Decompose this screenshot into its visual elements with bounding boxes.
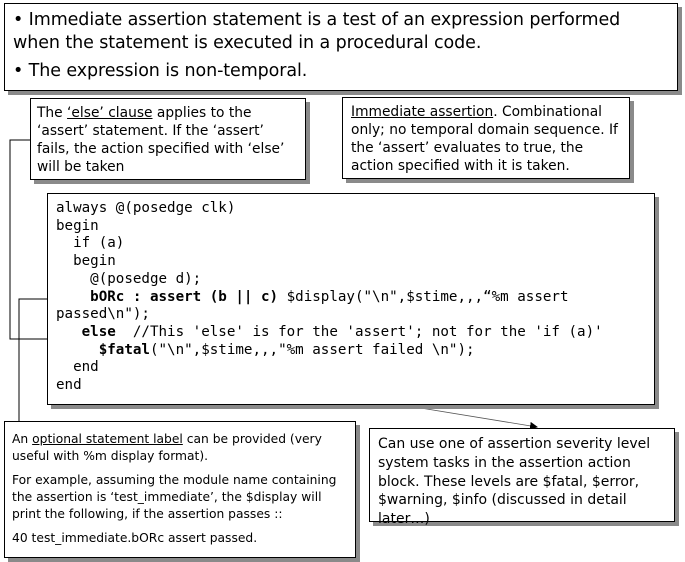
else-note-pre: The — [37, 105, 68, 121]
immediate-assertion-note — [342, 97, 630, 179]
code-line-7: passed\n"); — [56, 306, 150, 323]
else-note-post: applies to the ‘assert’ statement. If the ‘assert’ fails, the action specified with ‘else’ will be taken — [37, 105, 285, 175]
code-block — [47, 193, 655, 405]
code-line-9-indent — [56, 342, 99, 358]
summary-bullet-2: • The expression is non-temporal. — [13, 61, 308, 81]
code-line-9 — [56, 342, 646, 360]
else-clause-term: ‘else’ clause — [67, 105, 153, 121]
code-line-11: end — [56, 377, 82, 394]
code-line-4: begin — [56, 253, 116, 270]
code-line-6-indent — [56, 289, 90, 305]
code-line-3: if (a) — [56, 235, 125, 252]
summary-box — [4, 3, 678, 91]
label-note-para-1 — [12, 431, 346, 465]
code-line-5: @(posedge d); — [56, 270, 202, 287]
severity-level-note: Can use one of assertion severity level system tasks in the assertion action block. These levels are $fatal, $error, $warning, $info (discussed in detail later…) — [369, 428, 675, 522]
imm-note-post: . Combinational only; no temporal domain sequence. If the ‘assert’ evaluates to true, the action specified with it is taken. — [351, 104, 618, 174]
code-line-8-rest: //This 'else' is for the 'assert'; not for the 'if (a)' — [115, 323, 603, 340]
immediate-assertion-term: Immediate assertion — [351, 104, 494, 120]
else-clause-note — [30, 98, 306, 180]
fatal-task: $fatal — [98, 341, 150, 358]
summary-bullet-1: • Immediate assertion statement is a test of an expression performed when the statement is executed in a procedural code. — [13, 10, 621, 53]
statement-label-note — [4, 421, 356, 558]
code-line-8-indent — [56, 324, 82, 340]
code-line-10: end — [56, 359, 99, 376]
code-line-8 — [56, 324, 646, 342]
label-note-output: 40 test_immediate.bORc assert passed. — [12, 531, 258, 545]
label-note-post: can be provided (very useful with %m display format). — [12, 432, 322, 463]
else-keyword: else — [81, 323, 116, 340]
code-line-6 — [56, 289, 646, 307]
label-note-para-2: For example, assuming the module name containing the assertion is ‘test_immediate’, the $display will print the following, if the assertion passes :: — [12, 473, 337, 521]
code-line-1: always @(posedge clk) — [56, 200, 236, 216]
code-line-9-rest: ("\n",$stime,,,"%m assert failed \n"); — [149, 341, 475, 358]
statement-label-term: optional statement label — [32, 432, 183, 446]
label-note-pre: An — [12, 432, 33, 446]
assert-label-statement: bORc : assert (b || c) — [90, 288, 279, 305]
code-line-2: begin — [56, 217, 99, 234]
code-line-6-rest: $display("\n",$stime,,,“%m assert — [278, 288, 569, 305]
